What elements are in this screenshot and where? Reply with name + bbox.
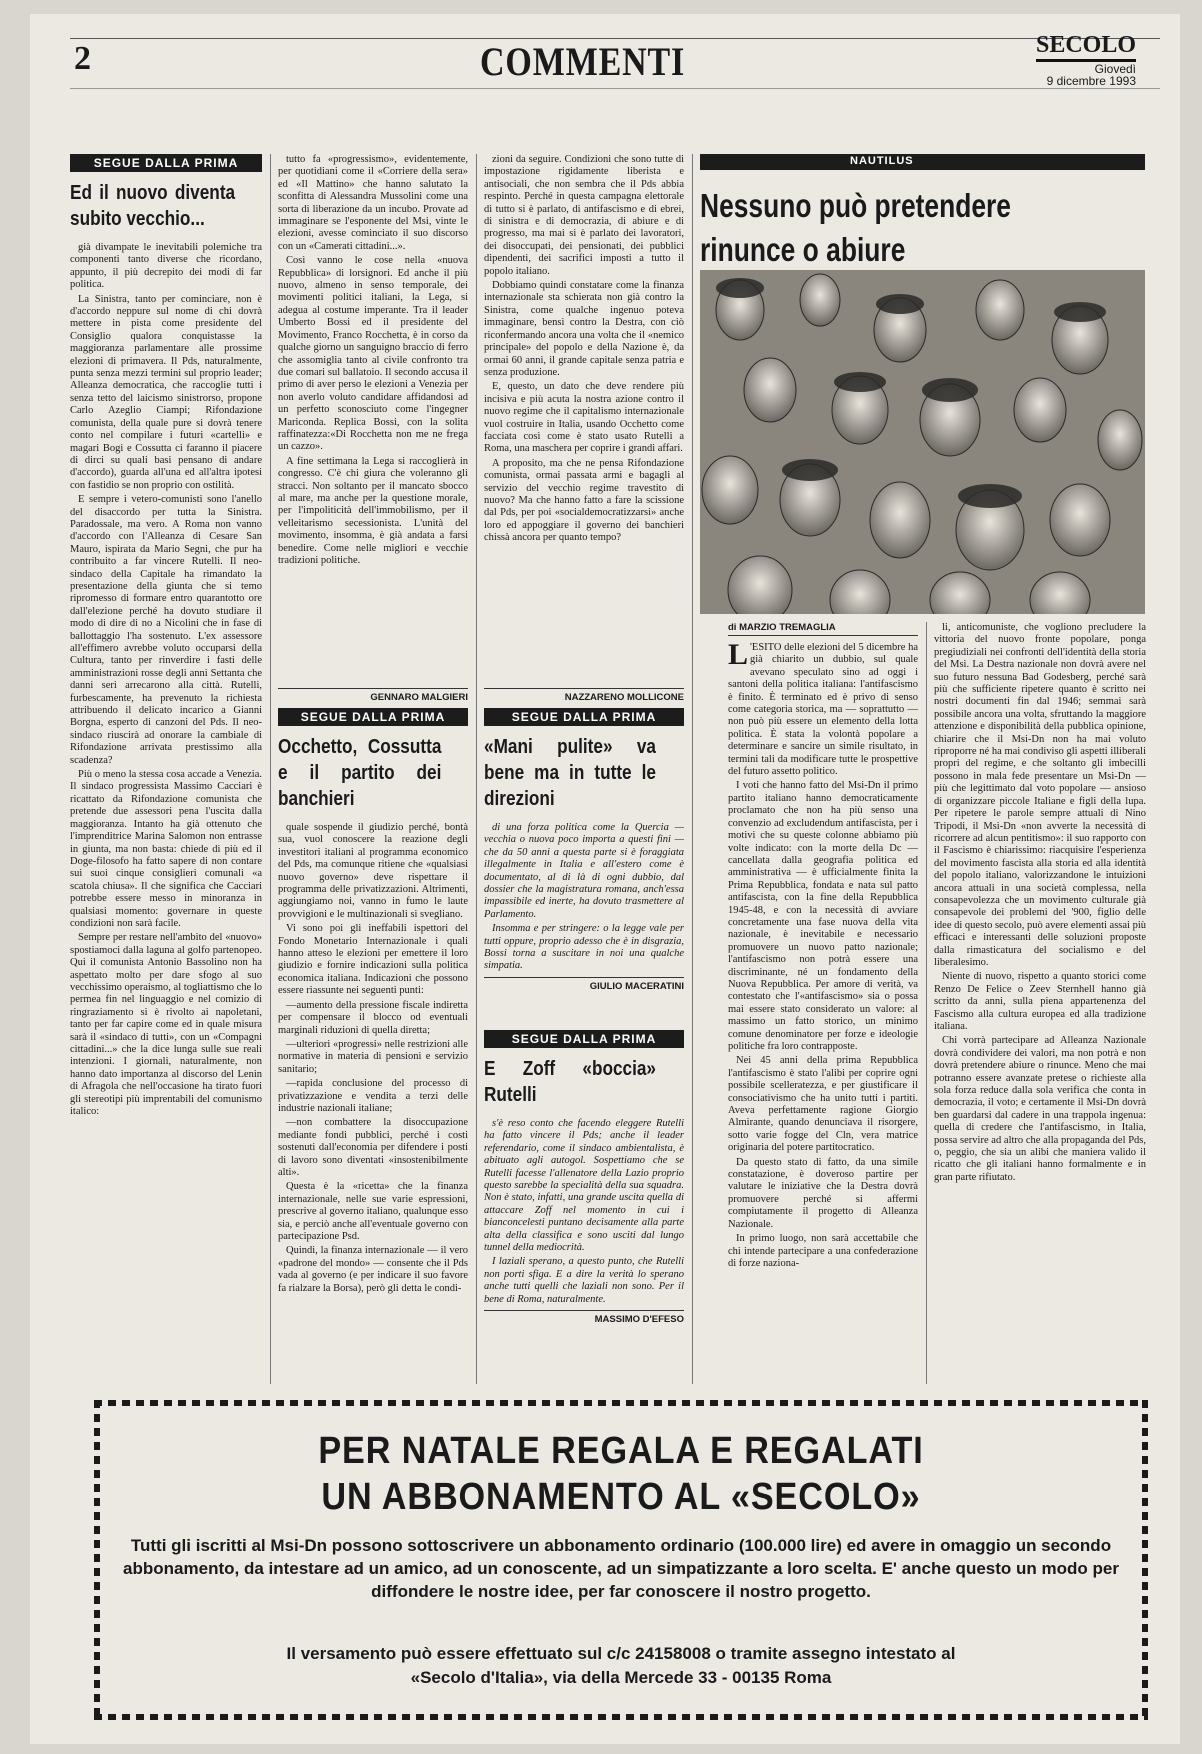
- article-mani-pulite: [484, 708, 684, 1018]
- article-nuovo-vecchio: [70, 154, 262, 1384]
- article-headline: Occhetto, Cossutta e il partito dei banchieri: [278, 736, 442, 810]
- author-name: NAZZARENO MOLLICONE: [484, 688, 684, 702]
- author-name: GIULIO MACERATINI: [484, 977, 684, 992]
- paragraph: —rapida conclusione del processo di privatizzazione e vendita a terzi delle industrie nazionali italiane;: [278, 1078, 468, 1114]
- rubric-bar: [700, 154, 1145, 170]
- newspaper-page: [30, 14, 1180, 1744]
- crowd-photo-image: [700, 270, 1145, 614]
- issue-day: Giovedì: [1094, 62, 1136, 76]
- ad-payment-line-2: «Secolo d'Italia», via della Mercede 33 - 00135 Roma: [410, 1668, 832, 1687]
- page-number: 2: [74, 40, 91, 77]
- paragraph: Sempre per restare nell'ambito del «nuovo» spostiamoci dalla laguna al golfo partenopeo. Qui il comunista Antonio Bassolino non ha aspettato molto per dare sfogo al suo vecchissimo operaismo, al togliattismo che lo permea fin nel linguaggio e nel comizio di ringraziamento si è rivolto ai napoletani, tanto per far capire come ed in quale misura sarà il «sindaco di tutti», con un «Compagni cittadini...» che la dice lunga sulle sue reali intenzioni. I giornali, naturalmente, non hanno dato importanza al discorso del Lenin di Afragola che nell'occasione ha tirato fuori gli stereotipi più imprentabili del comunismo italico:: [70, 932, 262, 1118]
- paragraph: Questa è la «ricetta» che la finanza internazionale, nelle sue varie espressioni, prescrive al governo italiano, qualunque esso sia, e perciò anche all'eventuale governo con partecipazione Psd.: [278, 1181, 468, 1242]
- article-headline: E Zoff «boccia» Rutelli: [484, 1058, 656, 1106]
- paragraph: [728, 638, 918, 778]
- column-divider: [476, 154, 477, 1384]
- paragraph: Chi vorrà partecipare ad Alleanza Nazionale dovrà condividere dei valori, ma non potrà e non dovrà pretendere abiure o rinunce. Meno che mai potranno essere avanzate pretese o richieste alla sola forza reduce dalla sola verifica che conta in democrazia, il voto; e certamente il Msi-Dn dovrà ben guardarsi dal cadere in una trappola ingenua: quella di credere che l'antifascismo, in Italia, possa servire ad altro che alla propaganda del Pds, o, peggio, che sia un alibi che maniera valido il ricatto che gli italiani hanno formalmente e in gran parte rifiutato.: [934, 1035, 1146, 1183]
- paragraph: Così vanno le cose nella «nuova Repubblica» di lorsignori. Ed anche il più nuovo, almeno in senso temporale, dei movimenti politici italiani, la Lega, si adegua al costume imperante. Tra il leader Umberto Bossi ed il presidente del Movimento, Franco Rocchetta, è in corso da qualche giorno un sanguigno braccio di ferro che assomiglia tanto al civile confronto tra due comari sul ballatoio. Il secondo accusa il primo di aver perso le elezioni a Venezia per non averlo voluto candidare affidandosi ad un perfetto sconosciuto come l'ingegner Mariconda. Replica Bossi, con la solita raffinatezza:«Di Rocchetta non me ne frega un cazzo».: [278, 255, 468, 453]
- ad-payment-line-1: Il versamento può essere effettuato sul c/c 24158008 o tramite assegno intestato al: [286, 1644, 956, 1663]
- paragraph: Nei 45 anni della prima Repubblica l'antifascismo è stato l'alibi per coprire ogni possibile scelleratezza, e per giustificare il consociativismo che ha unito tutti i partiti. Aveva perfettamente ragione Giorgio Almirante, quando denunciava il risorgere, sotto varie fogge del Cln, vera matrice originaria del potere partitocratico.: [728, 1055, 918, 1154]
- paragraph: In primo luogo, non sarà accettabile che chi intende partecipare a una confederazione di forze naziona-: [728, 1233, 918, 1269]
- column-divider: [926, 622, 927, 1384]
- paragraph: E sempre i vetero-comunisti sono l'anello del disaccordo per tutta la Sinistra. Paradossale, ma vero. A Roma non vanno d'accordo con l'Alleanza di Cesare San Mauro, ispirata da Mario Segni, che pur ha contribuito a far vincere Rutelli. Il neo-sindaco della Capitale ha rimandato la presentazione della giunta che si temo ripromesso di formare entro quarantotto ore dall'elezione perché ha dovuto studiare il modo di dire di no a Nicolini che in fase di ballottaggio l'ha sostenuto. L'ex assessore all'effimero avrebbe voluto occuparsi della Cultura, tanto per rinverdire i fasti delle amministrazioni rosse degli anni Settanta che danni seri arrecarono alla città. Rutelli, furbescamente, ha prevenuto la richiesta attribuendo il delicato incarico a Gianni Borgna, esperto di canzoni del Pds. Il neo-sindaco riuscirà ad onorare la cambiale di Rifondazione arrivata prestissimo alla scadenza?: [70, 494, 262, 766]
- author-name: MASSIMO D'EFESO: [484, 1310, 684, 1325]
- paragraph: Quindi, la finanza internazionale — il vero «padrone del mondo» — consente che il Pds vada al governo (e per indicare il suo favore fa rialzare la Borsa), però gli detta le condi-: [278, 1245, 468, 1294]
- masthead-logo: SECOLO: [1036, 32, 1136, 62]
- paragraph: tutto fa «progressismo», evidentemente, per quotidiani come il «Corriere della sera» ed «Il Mattino» che hanno salutato la sconfitta di Alessandra Mussolini come una sorta di liberazione da un incubo. Provate ad immaginare se l'esponente del Msi, vinte le elezioni, avesse cominciato il suo discorso con un «Camerati cittadini...».: [278, 154, 468, 252]
- ad-border-bottom: [94, 1714, 1148, 1720]
- article-headline: Ed il nuovo diventa subito vecchio...: [70, 182, 236, 230]
- author-block: [484, 684, 684, 702]
- ad-headline-1: PER NATALE REGALA E REGALATI: [318, 1430, 924, 1472]
- paragraph: s'è reso conto che facendo eleggere Rutelli ha fatto vincere il Pds; anche il leader referendario, come il sindaco ambientalista, è abituato agli autogol. Sospettiamo che se Rutelli facesse l'allenatore della Lazio proprio questo sarebbe la specialità della sua squadra. Non è stato, infatti, una grande uscita quella di attaccare Zoff nel momento in cui i bianconcelesti puntano decisamente alla parte alta della classifica e sono usciti dal lungo tunnel della mediocrità.: [484, 1118, 684, 1254]
- continued-label: SEGUE DALLA PRIMA: [278, 708, 468, 726]
- paragraph: li, anticomuniste, che vogliono precludere la vittoria del nuovo fronte popolare, ponga pregiudiziali nei confronti dell'identità della storia del Msi. La Destra nazionale non dovrà avere nel suo futuro nessuna Bad Godesberg, perché sarà più che sufficiente ripetere quanto è scritto nei nostri documenti fin dal 1946; semmai sarà possibile ancora una volta, sfruttando la maggiore attenzione e disponibilità della pubblica opinione, chiarire che il Msi-Dn non ha mai voluto riproporre né ha mai condiviso gli aspetti illiberali propri del regime, e che soltanto gli imbecilli possono in mala fede presentare un Msi-Dn — più che legittimato dal voto popolare — ansioso di organizzare piccole Italiane e figli della lupa. Per ripetere le parole sempre attuali di Nino Tripodi, il Msi-Dn «non avverte la necessità di ricorrere ad alcun pentitismo»: il suo rapporto con il Fascismo è chiarissimo: riacquisire l'esperienza del movimento fascista alla storia ed alla identità del popolo italiano, valorizzandone le intuizioni ancora attuali in una società complessa, nella consapevolezza che un movimento culturale già consapevole dei problemi del '900, figlio delle idee di questo secolo, può avere elementi assai più efficaci e interessanti delle soluzioni proposte dalla rimasticatura del socialismo e del liberalesimo.: [934, 622, 1146, 968]
- paragraph: —non combattere la disoccupazione mediante fondi pubblici, perché i costi sostenuti dall'economia per difendere i posti di lavoro sono diventati «insostenibilmente alti».: [278, 1117, 468, 1178]
- ad-headline-2: UN ABBONAMENTO AL «SECOLO»: [321, 1476, 921, 1518]
- paragraph: Insomma e per stringere: o la legge vale per tutti oppure, proprio adesso che è in disgrazia, Bossi torna a suscitare in noi una qualche simpatia.: [484, 923, 684, 972]
- paragraph: I voti che hanno fatto del Msi-Dn il primo partito italiano hanno democraticamente proclamato che non ha più senso una convenzio ad excludendum antifascista, per i motivi che su queste colonne abbiamo più volte indicato: con la morte della Dc — cancellata dalla geografia politica ed amministrativa — è ufficialmente finita la Prima Repubblica, fondata e nata sul patto antifascista, con la fine della Repubblica 1945-48, e con la necessità di avviare concretamente una fase nuova della vita nazionale, è inevitabile e necessario promuovere un nuovo patto nazionale; l'antifascismo non potrà essere una discriminante, né un fondamento della Nuova Repubblica. Per amore di verità, va contestato che l'«antifascismo» sia o possa mai essere stato considerato un valore: al massimo un fatto storico, un minimo comune denominatore per forze e ideologie politiche fra loro contrapposte.: [728, 780, 918, 1052]
- article-zoff: [484, 1030, 684, 1385]
- author-name: GENNARO MALGIERI: [278, 688, 468, 702]
- paragraph: Niente di nuovo, rispetto a quanto storici come Renzo De Felice o Zeev Sternhell hanno già scritto da anni, sulla piena appartenenza del Fascismo alla cultura europea ed alla tradizione italiana.: [934, 971, 1146, 1032]
- article-byline: di MARZIO TREMAGLIA: [728, 622, 918, 636]
- subscription-ad: [94, 1400, 1148, 1720]
- rubric-label: NAUTILUS: [850, 155, 914, 167]
- ad-body: Tutti gli iscritti al Msi-Dn possono sottoscrivere un abbonamento ordinario (100.000 lire) ed avere in omaggio un secondo abbonamento, da intestare ad un amico, ad un conoscente, ad un simpatizzante a loro scelta. E' anche questo un modo per diffondere le nostre idee, per far conoscere il nostro progetto.: [123, 1536, 1119, 1601]
- article-nuovo-vecchio-cont: [278, 154, 468, 684]
- paragraph: La Sinistra, tanto per cominciare, non è d'accordo neppure sul nome di chi dovrà mettere in pista come presidente del Consiglio qualora conquistasse la maggioranza parlamentare alle prossime elezioni di primavera. Il Pds, naturalmente, punta senza mezzi termini sul proprio leader; Alleanza democratica, che raccoglie tutti i senza tetto del laicismo sinistrorso, propone Carlo Azeglio Ciampi; Rifondazione comunista, della quale pure si dovrà tenere conto nel compilare i futuri «cartelli» e magari Bogi e Cossutta ci faranno il piacere di dirci su quali basi pensano di andare d'accordo), guarda all'una ed all'altra ipotesi con fastidio se non proprio con ostilità.: [70, 293, 262, 491]
- paragraph: A proposito, ma che ne pensa Rifondazione comunista, ormai passata armi e bagagli al servizio del vecchio regime travestito di nuovo? Ma che hanno fatto a fare la scissione dal Pds, per poi «socialdemocratizzarsi» anche loro ed appoggiare il governo dei banchieri chissà ancora per quanto tempo?: [484, 457, 684, 544]
- article-occhetto-header: [278, 708, 468, 826]
- dropcap: L: [728, 638, 749, 671]
- continued-label: SEGUE DALLA PRIMA: [70, 154, 262, 172]
- crowd-photo: [700, 270, 1145, 614]
- article-nautilus-col-b: [934, 622, 1146, 1384]
- paragraph: quale sospende il giudizio perché, bontà sua, vuol conoscere la reazione degli investitori italiani al programma economico del Pds, ma comunque ritiene che «qualsiasi nuovo governo» deve rispettare il programma delle privatizzazioni. Altrimenti, aggiungiamo noi, vanno in fumo le laute provvigioni e le multinazionali si svegliano.: [278, 822, 468, 920]
- continued-label: SEGUE DALLA PRIMA: [484, 1030, 684, 1048]
- paragraph: zioni da seguire. Condizioni che sono tutte di impostazione rigidamente liberista e antisociali, che non sembra che il Pds abbia respinto. Perché in questa campagna elettorale di tutto si è parlato, di antifascismo e di ebrei, di sinistra e di democrazia, di abiure e di progresso, ma mai si è parlato dei lavoratori, dei disoccupati, dei pensionati, dei pubblici dipendenti, dei sacrifici imposti a tutto il popolo italiano.: [484, 154, 684, 277]
- paragraph: già divampate le inevitabili polemiche tra componenti tanto diverse che ricordano, appunto, il più decrepito dei modi di far politica.: [70, 242, 262, 291]
- paragraph: —ulteriori «progressi» nelle restrizioni alle normative in materia di pensioni e servizio sanitario;: [278, 1038, 468, 1075]
- section-title: COMMENTI: [480, 39, 686, 84]
- paragraph-text: 'ESITO delle elezioni del 5 dicembre ha già chiarito un dubbio, sul quale avevano speculato sino ad oggi i santoni della politica italiana: l'antifascismo è finito. È terminato ed è privo di senso come categoria storica, ma — soprattutto — non può più essere un elemento della lotta politica. È stata la volontà popolare a determinare e sancire un simile risultato, in termini tali da modificare tutte le prospettive del futuro assetto politico.: [728, 642, 918, 778]
- header-bottom-rule: [70, 88, 1160, 89]
- article-nautilus-header: [700, 154, 1145, 272]
- author-block: [278, 684, 468, 702]
- paragraph: Vi sono poi gli ineffabili ispettori del Fondo Monetario Internazionale i quali hanno atteso le elezioni per emettere il loro giudizio e fornire indicazioni sulla politica economica italiana. Indicazioni che possono essere riassunte nei seguenti punti:: [278, 923, 468, 997]
- paragraph: di una forza politica come la Quercia — vecchia o nuova poco importa a questi fini — che da 50 anni a questa parte si è foraggiata illegalmente in Italia e all'estero come è documentato, al di là di ogni dubbio, dal dossier che la magistratura romana, anch'essa impassibile ed inerte, ha dovuto trasmettere al Parlamento.: [484, 822, 684, 920]
- paragraph: Da questo stato di fatto, da una simile constatazione, è doveroso partire per valutare le iniziative che la Destra dovrà promuovere perché si affermi compiutamente il progetto di Alleanza Nazionale.: [728, 1156, 918, 1230]
- article-occhetto: [278, 822, 468, 1382]
- paragraph: Dobbiamo quindi constatare come la finanza internazionale sta schierata non già contro la Sinistra, come qualche ingenuo poteva immaginare, bensì contro la Destra, con ciò riconfermando ancora una volta che il «nemico principale» del popolo e della Nazione è, da ormai 60 anni, il grande capitale senza patria e senza produzione.: [484, 280, 684, 378]
- ad-border-left: [94, 1400, 100, 1720]
- column-divider: [270, 154, 271, 1384]
- continued-label: SEGUE DALLA PRIMA: [484, 708, 684, 726]
- paragraph: E, questo, un dato che deve rendere più incisiva e più acuta la nostra azione contro il nuovo regime che il capitalismo internazionale vuol costruire in Italia, usando Occhetto come facciata così come è stato usato Rutelli a Roma, una maschera per coprire i grandi affari.: [484, 381, 684, 455]
- paragraph: I laziali sperano, a questo punto, che Rutelli non porti sfiga. E a dire la verità lo sperano anche tutti quelli che laziali non sono. Per il bene di Roma, naturalmente.: [484, 1256, 684, 1305]
- article-headline: Nessuno può pretendere rinunce o abiure: [700, 187, 1011, 268]
- issue-date: 9 dicembre 1993: [1046, 74, 1136, 88]
- ad-border-right: [1142, 1400, 1148, 1720]
- article-occhetto-cont: [484, 154, 684, 684]
- column-divider: [692, 154, 693, 1384]
- paragraph: —aumento della pressione fiscale indiretta per compensare il blocco od eventuali marginali riduzioni di quella diretta;: [278, 999, 468, 1036]
- article-body: [70, 242, 262, 1118]
- ad-border-top: [94, 1400, 1148, 1406]
- paragraph: A fine settimana la Lega si raccoglierà in congresso. C'è chi giura che voleranno gli stracci. Non soltanto per il mancato sbocco al mare, ma anche per la questione morale, per l'impoliticità dell'immobilismo, per il velleitarismo secessionista. L'unità del movimento, insomma, è già andata a farsi benedire. Come nelle migliori e vecchie tradizioni politiche.: [278, 455, 468, 566]
- article-nautilus-col-a: [728, 622, 918, 1384]
- paragraph: Più o meno la stessa cosa accade a Venezia. Il sindaco progressista Massimo Cacciari è ricattato da Rifondazione comunista che pretende due assessori pena l'uscita dalla maggioranza. Intanto ha già ottenuto che l'imprenditrice Marina Salomon non entrasse in giunta, ma non basta: chiede di più ed il Doge-filosofo ha fatto sapere di non contare sui suoi cinque consiglieri comunali «a scatola chiusa». Il che significa che Cacciari potrebbe essere messo in minoranza in qualsiasi momento: governare in queste condizioni non sarà facile.: [70, 769, 262, 929]
- article-headline: «Mani pulite» va bene ma in tutte le direzioni: [484, 736, 656, 810]
